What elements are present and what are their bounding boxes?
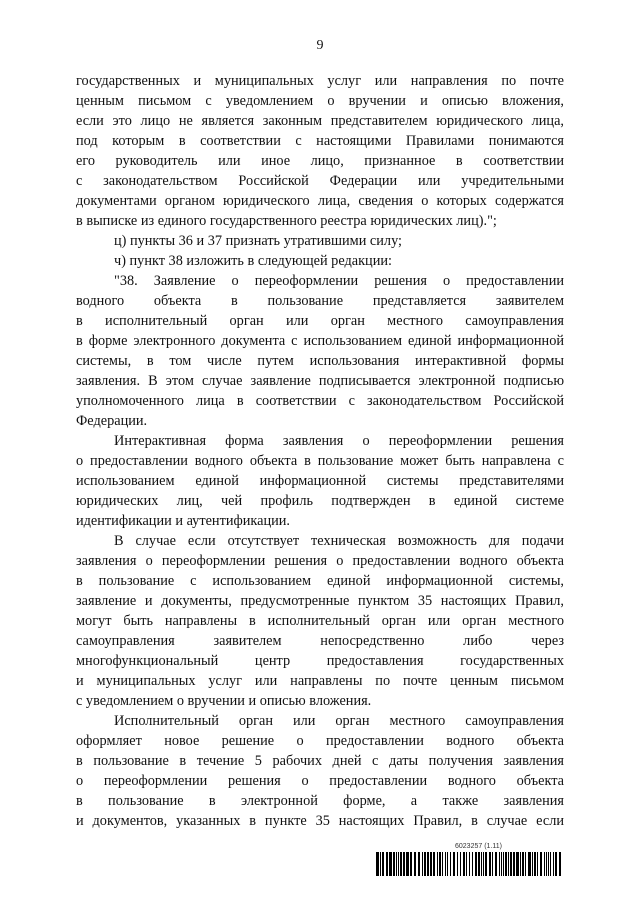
text-line: Исполнительный орган или орган местного самоуправления <box>114 713 564 729</box>
text-line: с уведомлением о вручении и описью вложения. <box>76 693 372 709</box>
text-line: в пользование в течение 5 рабочих дней с даты получения заявления <box>76 753 564 769</box>
text-line: в исполнительный орган или орган местного самоуправления <box>76 313 564 329</box>
text-line: могут быть направлены в исполнительный орган или орган местного <box>76 613 564 629</box>
text-line: ц) пункты 36 и 37 признать утратившими силу; <box>114 233 402 249</box>
text-line: о предоставлении водного объекта в пользование может быть направлена с <box>76 453 564 469</box>
text-line: использованием единой информационной системы представителями <box>76 473 564 489</box>
barcode-image <box>376 852 562 876</box>
text-line: идентификации и аутентификации. <box>76 513 290 529</box>
text-line: если это лицо не является законным представителем юридического лица, <box>76 113 564 129</box>
text-line: системы, в том числе путем использования интерактивной формы <box>76 353 564 369</box>
text-line: его руководитель или иное лицо, признанное в соответствии <box>76 153 564 169</box>
text-line: в форме электронного документа с использованием единой информационной <box>76 333 564 349</box>
text-line: заявления. В этом случае заявление подписывается электронной подписью <box>76 373 564 389</box>
text-line: заявление и документы, предусмотренные пунктом 35 настоящих Правил, <box>76 593 564 609</box>
text-line: самоуправления заявителем непосредственно либо через <box>76 633 564 649</box>
text-line: В случае если отсутствует техническая возможность для подачи <box>114 533 564 549</box>
text-line: "38. Заявление о переоформлении решения о предоставлении <box>114 273 564 289</box>
text-line: под которым в соответствии с настоящими Правилами понимаются <box>76 133 564 149</box>
text-line: водного объекта в пользование представляется заявителем <box>76 293 564 309</box>
text-line: в пользование с использованием единой информационной системы, <box>76 573 564 589</box>
page-number: 9 <box>316 38 324 53</box>
text-line: многофункциональный центр предоставления государственных <box>76 653 564 669</box>
text-line: о переоформлении решения о предоставлении водного объекта <box>76 773 564 789</box>
text-line: заявления о переоформлении решения о предоставлении водного объекта <box>76 553 564 569</box>
text-line: ценным письмом с уведомлением о вручении и описью вложения, <box>76 93 564 109</box>
text-line: Федерации. <box>76 413 148 429</box>
document-body <box>76 71 564 831</box>
text-line: с законодательством Российской Федерации или учредительными <box>76 173 564 189</box>
text-line: Интерактивная форма заявления о переоформлении решения <box>114 433 564 449</box>
text-line: в выписке из единого государственного реестра юридических лиц)."; <box>76 213 497 229</box>
text-line: в пользование в электронной форме, а также заявления <box>76 793 564 809</box>
text-line: и документов, указанных в пункте 35 настоящих Правил, в случае если <box>76 813 564 829</box>
text-line: уполномоченного лица в соответствии с законодательством Российской <box>76 393 564 409</box>
text-line: оформляет новое решение о предоставлении водного объекта <box>76 733 564 749</box>
text-line: и муниципальных услуг или направлены по почте ценным письмом <box>76 673 564 689</box>
text-line: государственных и муниципальных услуг или направления по почте <box>76 73 564 89</box>
text-line: ч) пункт 38 изложить в следующей редакции: <box>114 253 392 269</box>
text-line: юридических лиц, чей профиль подтвержден в единой системе <box>76 493 564 509</box>
text-line: документами органом юридического лица, сведения о которых содержатся <box>76 193 564 209</box>
document-code: 6023257 (1.11) <box>455 843 502 850</box>
